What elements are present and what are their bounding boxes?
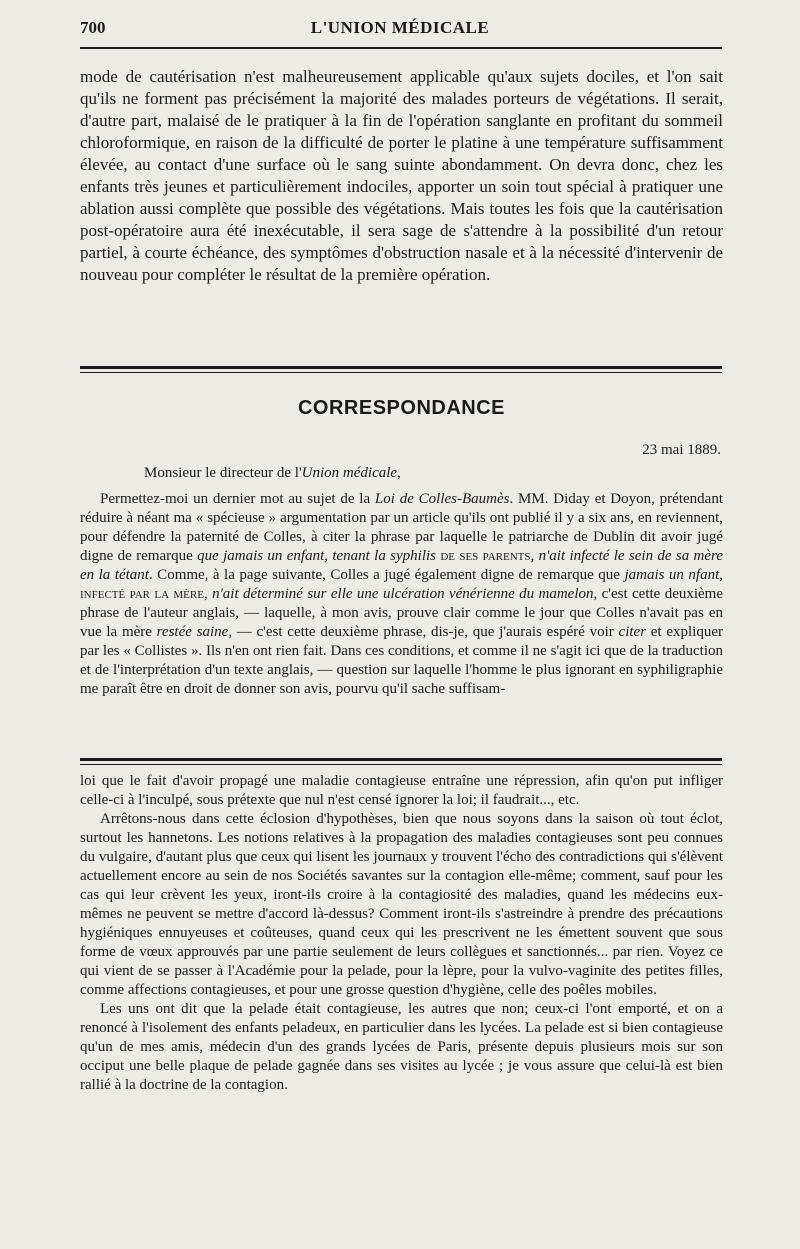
letter-paragraph: Permettez-moi un dernier mot au sujet de la Loi de Colles-Baumès. MM. Diday et Doyon, prétendant réduire à néant ma « spécieuse » argumentation par un article qu'ils ont publié il y a six ans, en reviennent, pour défendre la paternité de Colles, à citer la phrase par laquelle le patriarche de Dublin dit avoir jugé digne de remarque que jamais un enfant, tenant la syphilis de ses parents, n'ait infecté le sein de sa mère en la tétant. Comme, à la page suivante, Colles a jugé également digne de remarque que jamais un nfant, infecté par la mère, n'ait déterminé sur elle une ulcération vénérienne du mamelon, c'est cette deuxième phrase de l'auteur anglais, — laquelle, à mon avis, prouve clair comme le jour que Colles n'avait pas en vue la mère restée saine, — c'est cette deuxième phrase, dis-je, que j'aurais espéré voir citer et expliquer par les « Collistes ». Ils n'en ont rien fait. Dans ces conditions, et comme il ne s'agit ici que de la traduction et de l'interprétation d'un texte anglais, — question sur laquelle l'homme le plus ignorant en syphiligraphie me paraît être en droit de donner son avis, pourvu qu'il sache suffisam- <box>80 491 724 697</box>
header-rule <box>80 47 722 49</box>
quote-2: jamais un nfant, infecté par la mère, n'ait déterminé sur elle une ulcération vénérienne du mamelon <box>80 567 723 602</box>
salutation-suffix: , <box>397 465 401 481</box>
page-number: 700 <box>80 18 106 37</box>
section-rule-top-thin <box>80 372 722 373</box>
section-rule-bottom-thin <box>80 764 722 765</box>
journal-title: L'UNION MÉDICALE <box>310 18 490 37</box>
law-name: Loi de Colles-Baumès <box>374 491 510 507</box>
salutation-prefix: Monsieur le directeur de l' <box>144 465 302 481</box>
continuation-paragraph-2: Arrêtons-nous dans cette éclosion d'hypothèses, bien que nous soyons dans la saison où tout éclot, surtout les hannetons. Les notions relatives à la propagation des maladies contagieuses sont peu connues du vulgaire, d'autant plus que ceux qui lisent les journaux y trouvent l'écho des contradictions qui s'élèvent actuellement encore au sein de nos Sociétés savantes sur la contagion elle-même; comment, sauf pour les cas qui leur crèvent les yeux, iront-ils croire à la contagiosité des maladies, quand les médecins eux-mêmes ne peuvent se mettre d'accord là-dessus? Comment iront-ils s'astreindre à prendre des précautions hygiéniques ennuyeuses et coûteuses, quand ceux qui les prescrivent ne les émettent souvent que sous forme de vœux approuvés par une partie seulement de leurs collègues et sanctionnés... par rien. Voyez ce qui vient de se passer à l'Académie pour la pelade, pour la lèpre, pour la vulvo-vaginite des petites filles, comme affections contagieuses, et pour une grosse question d'hygiène, celle des poêles mobiles. <box>80 811 723 998</box>
continuation-body <box>80 772 723 1095</box>
quote-1: que jamais un enfant, tenant la syphilis de ses parents, n'ait infecté le sein de sa mère en la tétant <box>80 548 723 583</box>
section-heading: CORRESPONDANCE <box>297 397 506 419</box>
continuation-paragraph-3: Les uns ont dit que la pelade était contagieuse, les autres que non; ceux-ci l'ont emporté, et on a renoncé à l'isolement des enfants peladeux, en particulier dans les lycées. La pelade est si bien contagieuse qu'un de mes amis, médecin d'un des grands lycées de Paris, présente depuis plusieurs mois sur son occiput une belle plaque de pelade gagnée dans ses visites au lycée ; je vous assure que celui-là est bien rallié à la doctrine de la contagion. <box>80 1001 723 1093</box>
salutation-journal: Union médicale <box>301 465 398 481</box>
section-rule-bottom-thick <box>80 758 722 761</box>
letter-body <box>80 490 723 699</box>
quote-4: citer <box>618 624 647 640</box>
letter-salutation <box>144 465 401 482</box>
section-rule-top-thick <box>80 366 722 369</box>
continuation-paragraph-1: loi que le fait d'avoir propagé une maladie contagieuse entraîne une répression, afin qu'on put infliger celle-ci à l'inculpé, sous prétexte que nul n'est censé ignorer la loi; il faudrait..., etc. <box>80 773 723 808</box>
letter-date: 23 mai 1889. <box>642 442 721 458</box>
lead-paragraph-block <box>80 66 723 286</box>
lead-paragraph: mode de cautérisation n'est malheureusement applicable qu'aux sujets dociles, et l'on sait qu'ils ne forment pas précisément la majorité des malades porteurs de végétations. Il serait, d'autre part, malaisé de le pratiquer à la fin de l'opération sanglante en profitant du sommeil chloroformique, en raison de la difficulté de porter le platine à une température suffisamment élevée, au contact d'une surface où le sang suinte abondamment. On devra donc, chez les enfants très jeunes et particulièrement indociles, apporter un soin tout spécial à pratiquer une ablation aussi complète que possible des végétations. Mais toutes les fois que la cautérisation post-opératoire aura été inexécutable, il sera sage de s'attendre à la possibilité d'un retour partiel, à courte échéance, des symptômes d'obstruction nasale et à la nécessité d'intervenir de nouveau pour compléter le résultat de la première opération. <box>80 67 723 284</box>
page-header <box>80 18 720 42</box>
quote-3: restée saine <box>156 624 229 640</box>
